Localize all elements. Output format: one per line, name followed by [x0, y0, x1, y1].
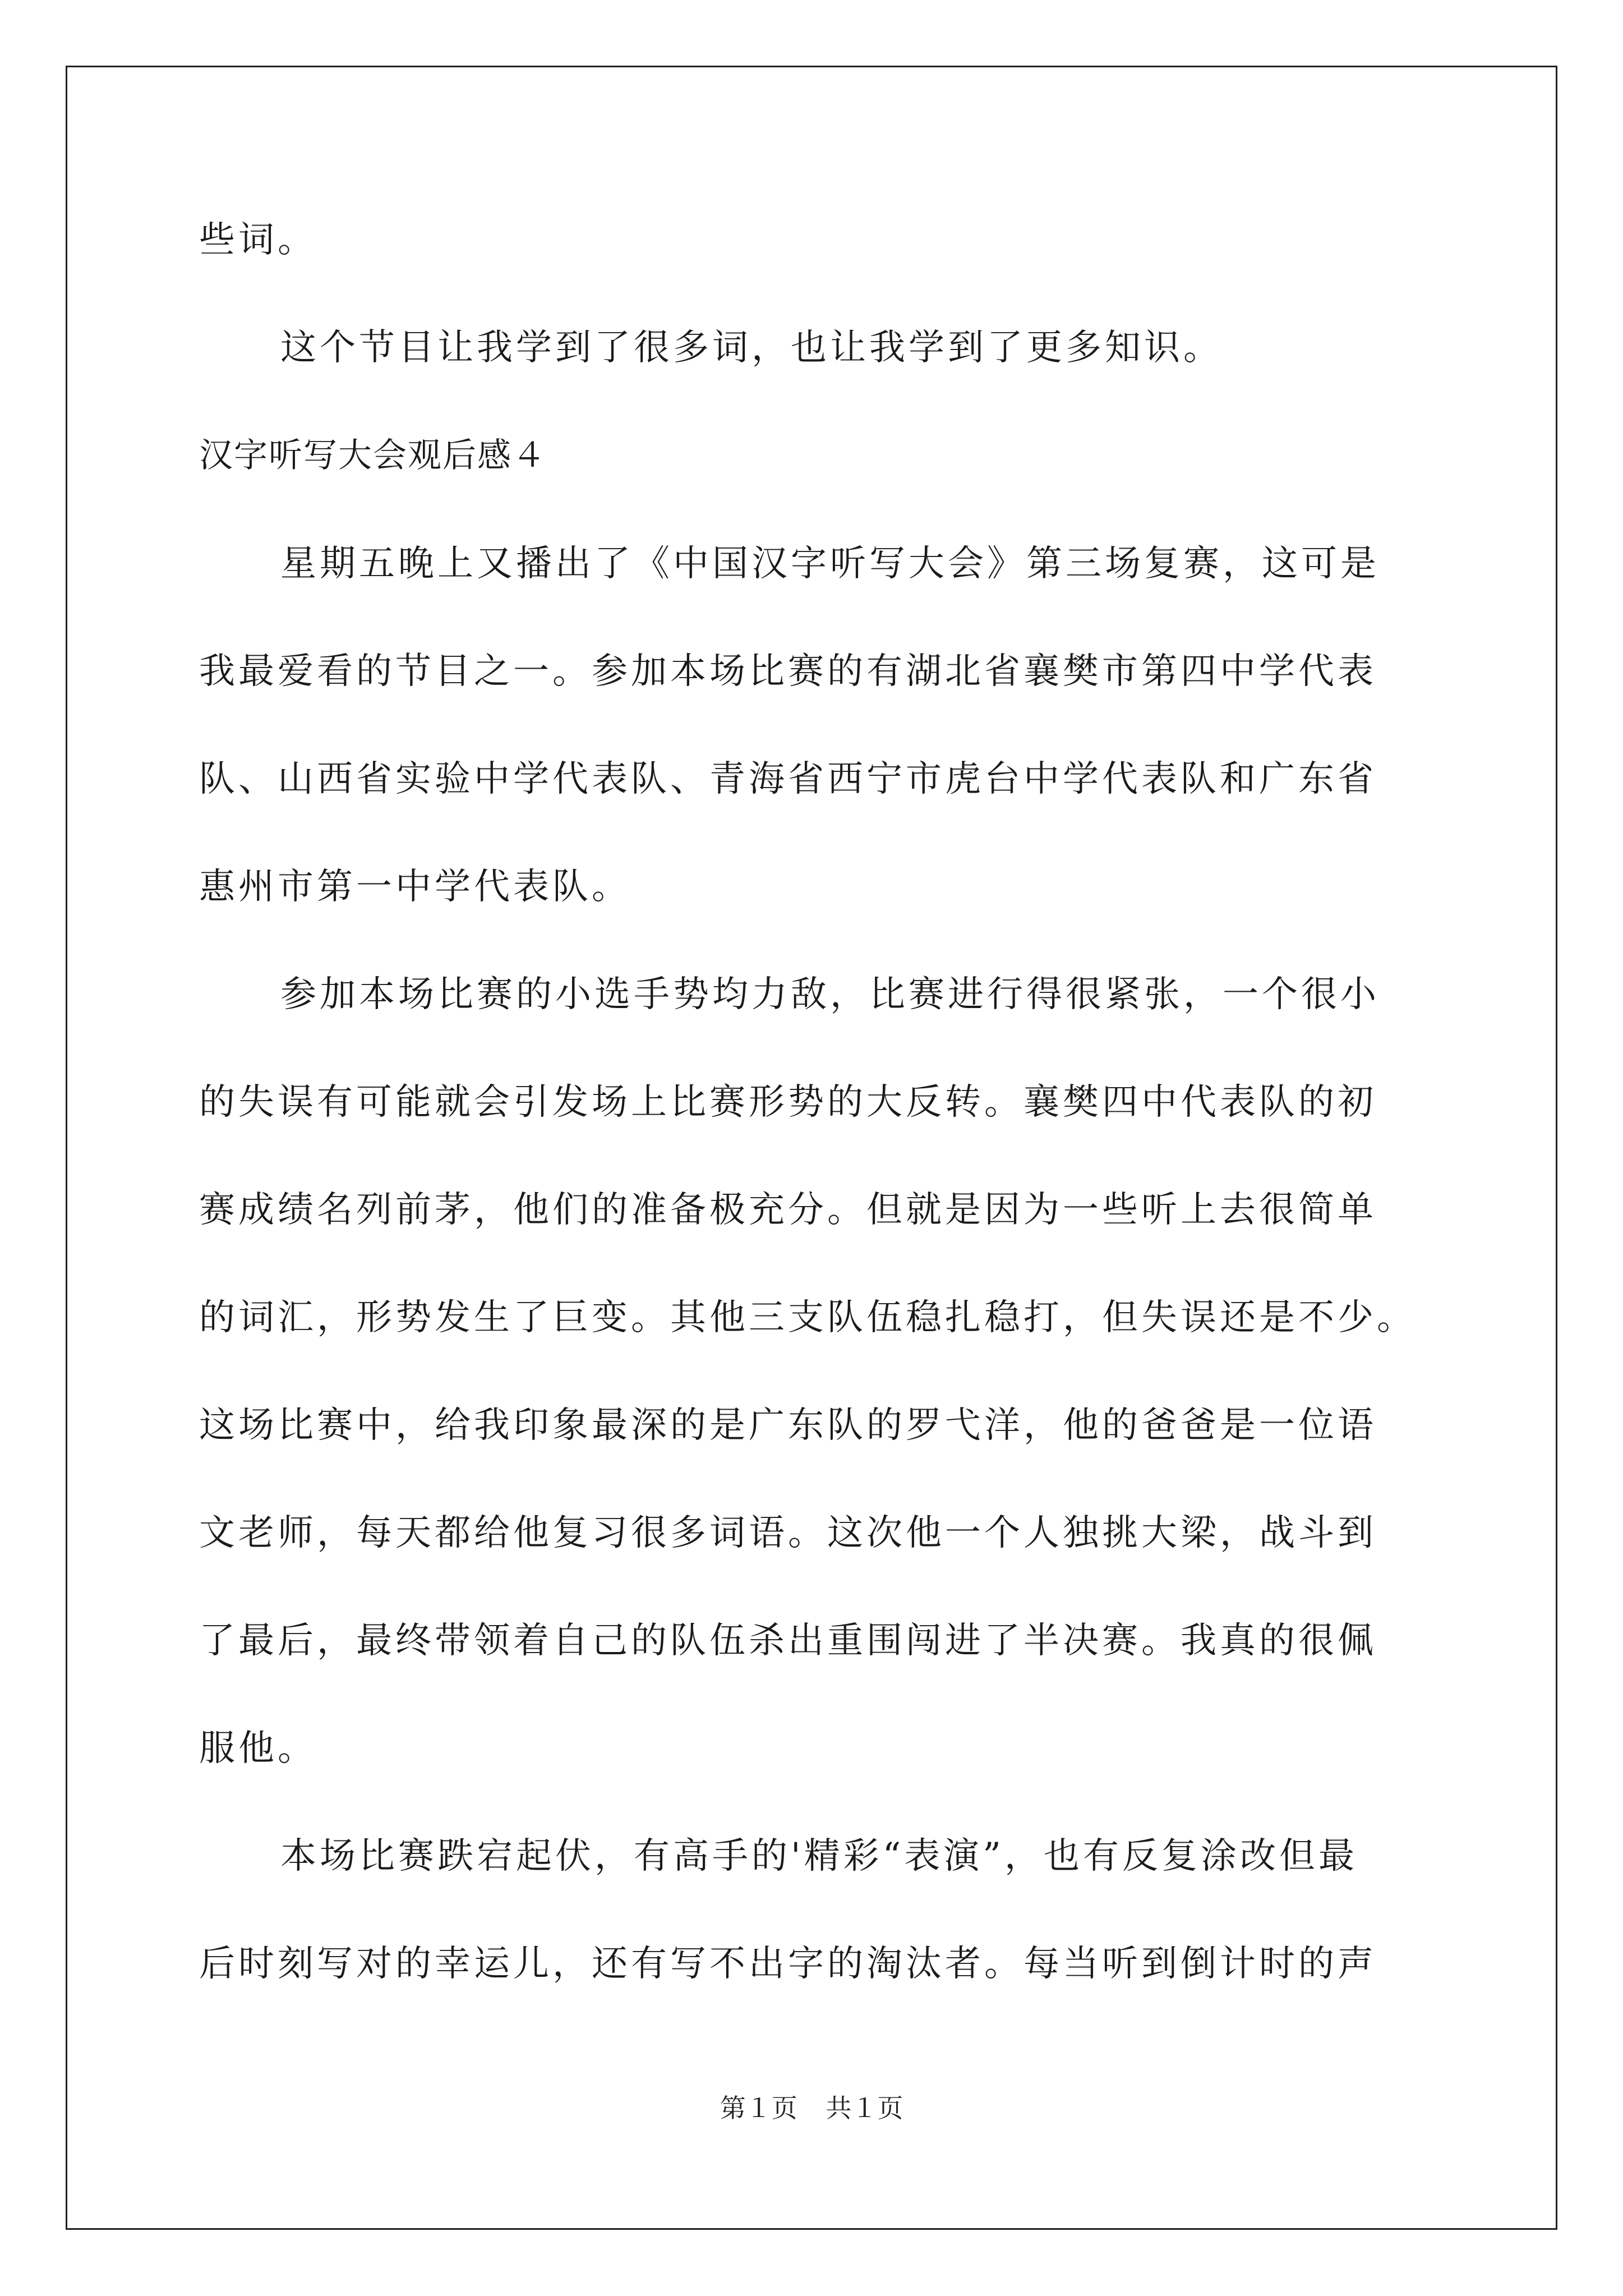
text-line: 的词汇，形势发生了巨变。其他三支队伍稳扎稳打，但失误还是不少。: [199, 1297, 1416, 1338]
text-line: 队、山西省实验中学代表队、青海省西宁市虎台中学代表队和广东省: [199, 758, 1377, 800]
page-total: 共１页: [826, 2093, 903, 2123]
text-line: 这个节目让我学到了很多词，也让我学到了更多知识。: [280, 327, 1223, 369]
page-border: [66, 66, 1557, 2230]
section-heading: 汉字听写大会观后感４: [199, 436, 547, 475]
text-line: 后时刻写对的幸运儿，还有写不出字的淘汰者。每当听到倒计时的声: [199, 1943, 1377, 1985]
text-line: 了最后，最终带领着自己的队伍杀出重围闯进了半决赛。我真的很佩: [199, 1620, 1377, 1662]
text-line: 星期五晚上又播出了《中国汉字听写大会》第三场复赛，这可是: [280, 543, 1380, 585]
text-line: 参加本场比赛的小选手势均力敌，比赛进行得很紧张，一个很小: [280, 974, 1380, 1015]
text-line: 赛成绩名列前茅，他们的准备极充分。但就是因为一些听上去很简单: [199, 1189, 1377, 1231]
text-line: 惠州市第一中学代表队。: [199, 866, 631, 908]
text-line: 文老师，每天都给他复习很多词语。这次他一个人独挑大梁，战斗到: [199, 1512, 1377, 1554]
text-line: 的失误有可能就会引发场上比赛形势的大反转。襄樊四中代表队的初: [199, 1082, 1377, 1123]
page-number: 第１页: [720, 2093, 797, 2123]
text-line: 本场比赛跌宕起伏，有高手的'精彩“表演”，也有反复涂改但最: [280, 1835, 1358, 1877]
text-line: 这场比赛中，给我印象最深的是广东队的罗弋洋，他的爸爸是一位语: [199, 1405, 1377, 1446]
text-line: 些词。: [199, 219, 317, 261]
text-line: 我最爱看的节目之一。参加本场比赛的有湖北省襄樊市第四中学代表: [199, 651, 1377, 692]
page-footer: [0, 2091, 1623, 2125]
text-line: 服他。: [199, 1728, 317, 1769]
